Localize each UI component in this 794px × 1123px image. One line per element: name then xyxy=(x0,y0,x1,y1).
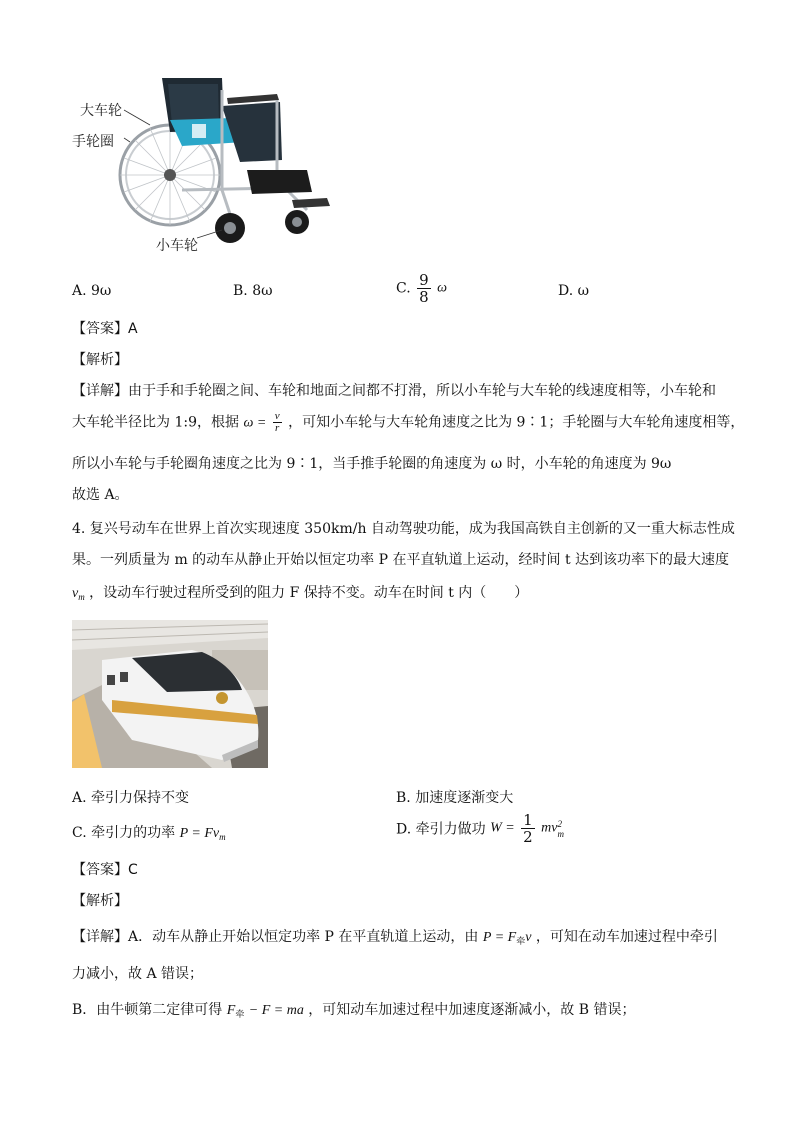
q4-vm-sub: m xyxy=(78,592,85,602)
q3-detail-line4: 故选 A。 xyxy=(72,487,129,503)
q4-detail-line3-f: F xyxy=(226,1003,236,1018)
q4-detail-line1-b: ，可知在动车加速过程中牵引 xyxy=(535,929,718,945)
q3-option-d: D. ω xyxy=(558,283,590,299)
q4-option-c-text: C. 牵引力的功率 xyxy=(72,825,176,841)
q4-option-c-sub: m xyxy=(219,832,226,842)
train-image xyxy=(72,620,268,768)
q4-detail-line3-sub: 牵 xyxy=(235,1010,245,1020)
q3-option-c xyxy=(396,272,447,305)
q3-frac-r: r xyxy=(275,422,280,434)
q4-option-c xyxy=(72,822,226,842)
q4-detail-line3 xyxy=(72,999,635,1020)
q3-option-c-num: 9 xyxy=(419,271,429,289)
q4-option-d-lhs: W = xyxy=(490,820,515,836)
q4-vm-symbol: v xyxy=(72,586,79,601)
q4-option-b: B. 加速度逐渐变大 xyxy=(396,790,514,806)
wheelchair-figure xyxy=(72,70,334,255)
q3-detail-line1: 【详解】由于手和手轮圈之间、车轮和地面之间都不打滑，所以小车轮与大车轮的线速度相等，小车轮和 xyxy=(72,383,716,399)
q3-detail-line2-a: 大车轮半径比为 1:9，根据 xyxy=(72,414,239,431)
q4-detail-line3-rest: − F = ma xyxy=(248,1003,304,1018)
q3-detail-line2-b: ，可知小车轮与大车轮角速度之比为 9∶1；手轮圈与大车轮角速度相等， xyxy=(288,414,745,431)
q4-stem-line3 xyxy=(72,582,528,602)
q3-option-c-suffix: ω xyxy=(437,280,448,296)
q4-option-d-sup: 2 xyxy=(557,818,562,829)
wheelchair-image xyxy=(72,70,334,255)
q4-detail-formula: P = F xyxy=(482,930,517,945)
q3-detail-line2 xyxy=(72,411,744,434)
q4-stem-line2: 果。一列质量为 m 的动车从静止开始以恒定功率 P 在平直轨道上运动，经时间 t 达到该功率下的最大速度 xyxy=(72,552,730,568)
q4-option-d-text: D. 牵引力做功 xyxy=(396,821,486,838)
q4-option-d xyxy=(396,812,564,845)
q4-option-a: A. 牵引力保持不变 xyxy=(72,790,190,806)
train-photo xyxy=(72,620,268,768)
q4-detail-line1-a: 【详解】A．动车从静止开始以恒定功率 P 在平直轨道上运动，由 xyxy=(72,929,479,945)
q4-option-c-formula: P = Fv xyxy=(179,826,220,841)
q4-detail-line3-b: ，可知动车加速过程中加速度逐渐减小，故 B 错误； xyxy=(308,1002,636,1018)
label-hand-rim: 手轮圈 xyxy=(72,134,114,150)
q3-frac-v: v xyxy=(274,410,280,422)
label-small-wheel: 小车轮 xyxy=(156,238,198,254)
q4-detail-formula-sub: 牵 xyxy=(516,937,526,947)
label-big-wheel: 大车轮 xyxy=(80,103,122,119)
q3-omega-formula: ω = xyxy=(243,415,267,431)
q3-option-c-den: 8 xyxy=(419,288,429,306)
q3-v-over-r xyxy=(273,411,282,434)
q4-detail-line1 xyxy=(72,926,718,947)
q4-analysis-heading: 【解析】 xyxy=(72,893,128,909)
q3-option-c-fraction xyxy=(417,272,431,305)
q4-option-d-sub: m xyxy=(557,828,564,839)
q4-option-d-rhs: mv xyxy=(541,820,558,836)
q4-option-d-num: 1 xyxy=(523,811,533,829)
q3-option-c-prefix: C. xyxy=(396,280,411,297)
q4-answer: 【答案】C xyxy=(72,862,138,878)
q3-answer: 【答案】A xyxy=(72,321,138,337)
q4-option-d-half xyxy=(521,812,535,845)
q4-detail-line3-a: B．由牛顿第二定律可得 xyxy=(72,1002,223,1018)
q3-analysis-heading: 【解析】 xyxy=(72,352,128,368)
q4-detail-formula-v: v xyxy=(525,930,532,945)
q4-detail-line2: 力减小，故 A 错误； xyxy=(72,966,204,982)
q4-option-d-den: 2 xyxy=(523,828,533,846)
q4-stem-line3-rest: ，设动车行驶过程所受到的阻力 F 保持不变。动车在时间 t 内（ ） xyxy=(89,585,529,601)
q3-detail-line3: 所以小车轮与手轮圈角速度之比为 9∶1，当手推手轮圈的角速度为 ω 时，小车轮的角速度为 9ω xyxy=(72,456,672,472)
q4-stem-line1: 4. 复兴号动车在世界上首次实现速度 350km/h 自动驾驶功能，成为我国高铁自主创新的又一重大标志性成 xyxy=(72,521,735,537)
q3-option-a: A. 9ω xyxy=(72,283,112,299)
q3-option-b: B. 8ω xyxy=(233,283,273,299)
q4-option-d-scripts xyxy=(557,819,564,839)
